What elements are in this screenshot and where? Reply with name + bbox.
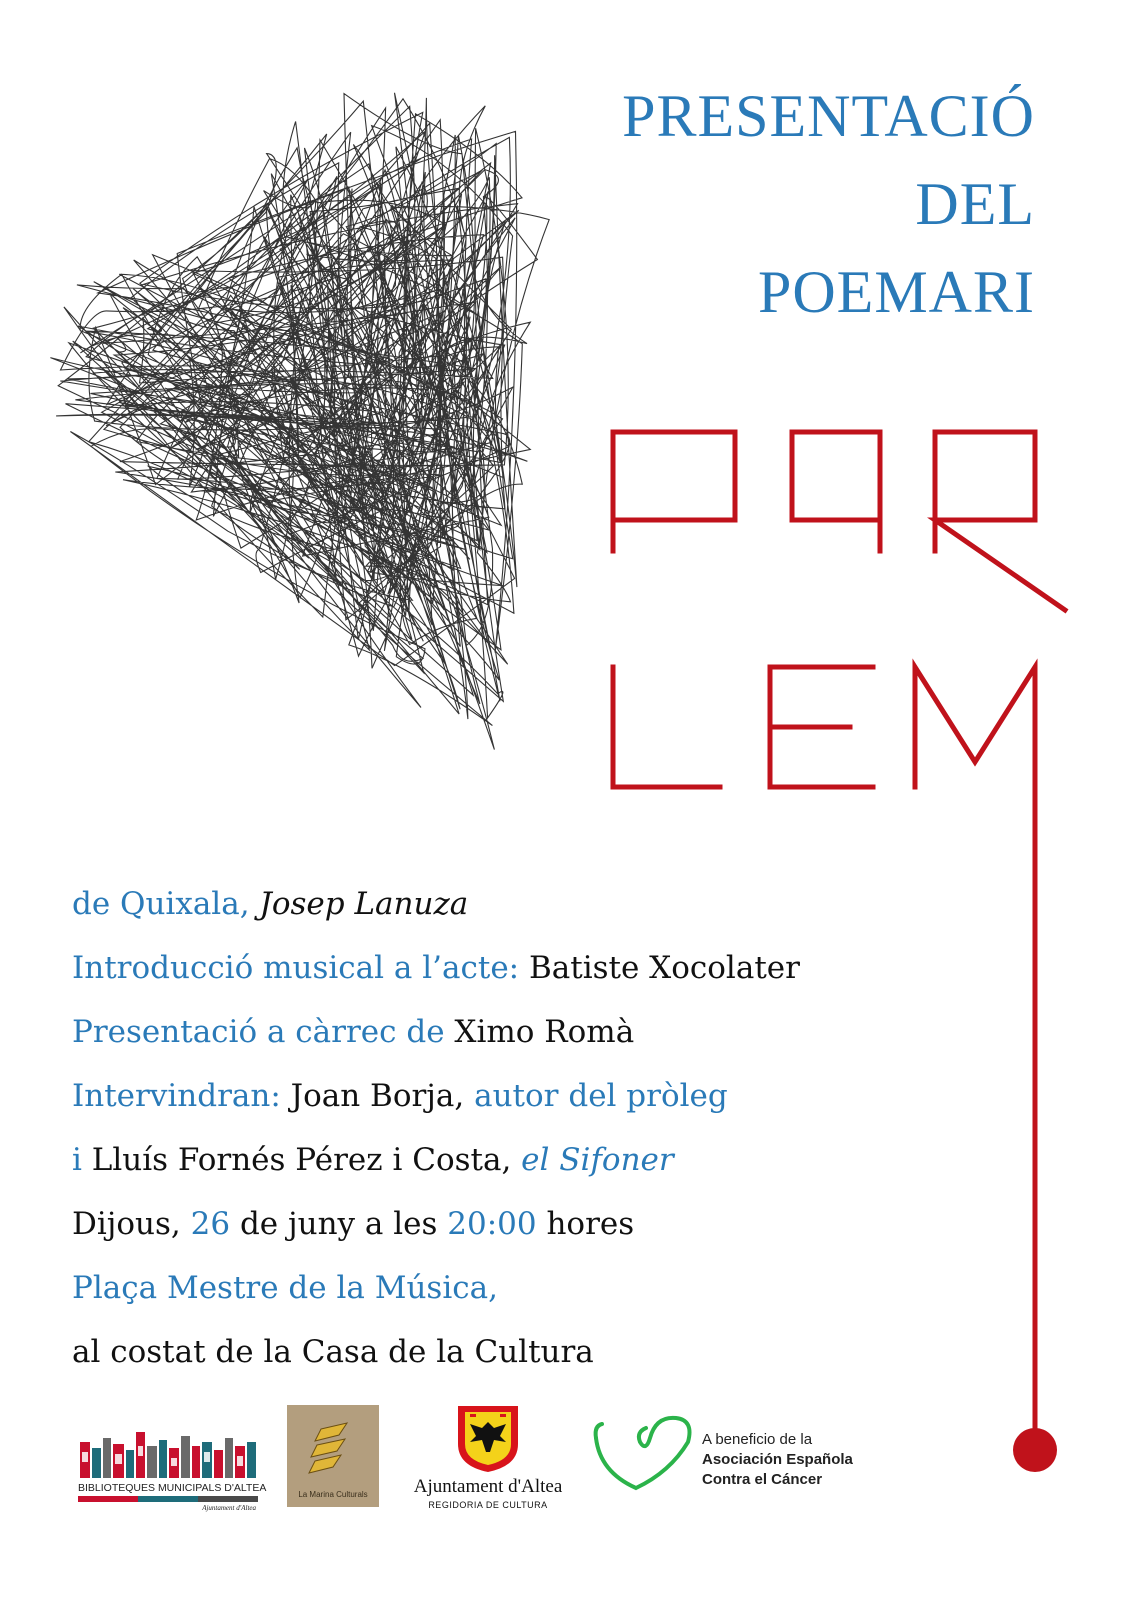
detail-line-presenter bbox=[72, 1000, 800, 1064]
detail-line-book bbox=[72, 872, 800, 936]
aecc-line-2 bbox=[702, 1450, 853, 1470]
detail-line-venue-note bbox=[72, 1320, 800, 1384]
library-subtitle: Ajuntament d'Altea bbox=[202, 1504, 256, 1512]
heading-line-2: DEL bbox=[915, 171, 1035, 237]
detail-label: Introducció musical a l’acte: bbox=[72, 950, 529, 986]
detail-label: de Quixala, bbox=[72, 886, 260, 922]
venue-name: Plaça Mestre de la Música, bbox=[72, 1270, 498, 1306]
ajuntament-subtitle: REGIDORIA DE CULTURA bbox=[428, 1500, 548, 1510]
speaker-name: Joan Borja, bbox=[290, 1078, 475, 1114]
speaker-alias: el Sifoner bbox=[521, 1142, 674, 1178]
heading-line-3: POEMARI bbox=[757, 259, 1035, 325]
event-time: 20:00 bbox=[447, 1206, 537, 1242]
detail-line-venue bbox=[72, 1256, 800, 1320]
sponsor-logos bbox=[0, 1400, 1131, 1600]
event-details bbox=[72, 872, 800, 1384]
detail-line-date bbox=[72, 1192, 800, 1256]
weekday: Dijous, bbox=[72, 1206, 191, 1242]
library-logo bbox=[78, 1418, 267, 1512]
marina-emblem-icon bbox=[287, 1405, 379, 1485]
library-name: BIBLIOTEQUES MUNICIPALS D'ALTEA bbox=[78, 1482, 267, 1494]
author-name: Josep Lanuza bbox=[259, 886, 469, 922]
marina-caption: La Marina Culturals bbox=[298, 1490, 368, 1499]
detail-label: Intervindran: bbox=[72, 1078, 291, 1114]
ajuntament-name: Ajuntament d'Altea bbox=[413, 1476, 563, 1497]
detail-line-speakers-2 bbox=[72, 1128, 800, 1192]
day-number: 26 bbox=[190, 1206, 231, 1242]
detail-label: i bbox=[72, 1142, 92, 1178]
books-icon bbox=[78, 1418, 258, 1482]
green-heart-icon bbox=[590, 1412, 700, 1492]
coat-of-arms-icon bbox=[456, 1404, 520, 1474]
ajuntament-altea-logo bbox=[398, 1404, 578, 1516]
aecc-org-name-2: Contra el Cáncer bbox=[702, 1471, 823, 1488]
library-stripe bbox=[78, 1496, 258, 1504]
month-text: de juny a les bbox=[230, 1206, 448, 1242]
speaker-name: Lluís Fornés Pérez i Costa, bbox=[91, 1142, 522, 1178]
aecc-line-1: A beneficio de la bbox=[702, 1431, 813, 1448]
aecc-org-name: Asociación Española bbox=[702, 1451, 853, 1468]
detail-line-music bbox=[72, 936, 800, 1000]
aecc-text bbox=[702, 1430, 853, 1490]
venue-note: al costat de la Casa de la Cultura bbox=[72, 1334, 594, 1370]
presenter-name: Ximo Romà bbox=[454, 1014, 635, 1050]
marina-culturals-logo bbox=[287, 1405, 379, 1507]
hours-text: hores bbox=[536, 1206, 635, 1242]
detail-line-speakers bbox=[72, 1064, 800, 1128]
musician-name: Batiste Xocolater bbox=[528, 950, 800, 986]
detail-label: Presentació a càrrec de bbox=[72, 1014, 455, 1050]
aecc-logo bbox=[590, 1412, 890, 1492]
heading-line-1: PRESENTACIÓ bbox=[622, 83, 1035, 149]
aecc-line-3 bbox=[702, 1470, 853, 1490]
speaker-role: autor del pròleg bbox=[474, 1078, 728, 1114]
